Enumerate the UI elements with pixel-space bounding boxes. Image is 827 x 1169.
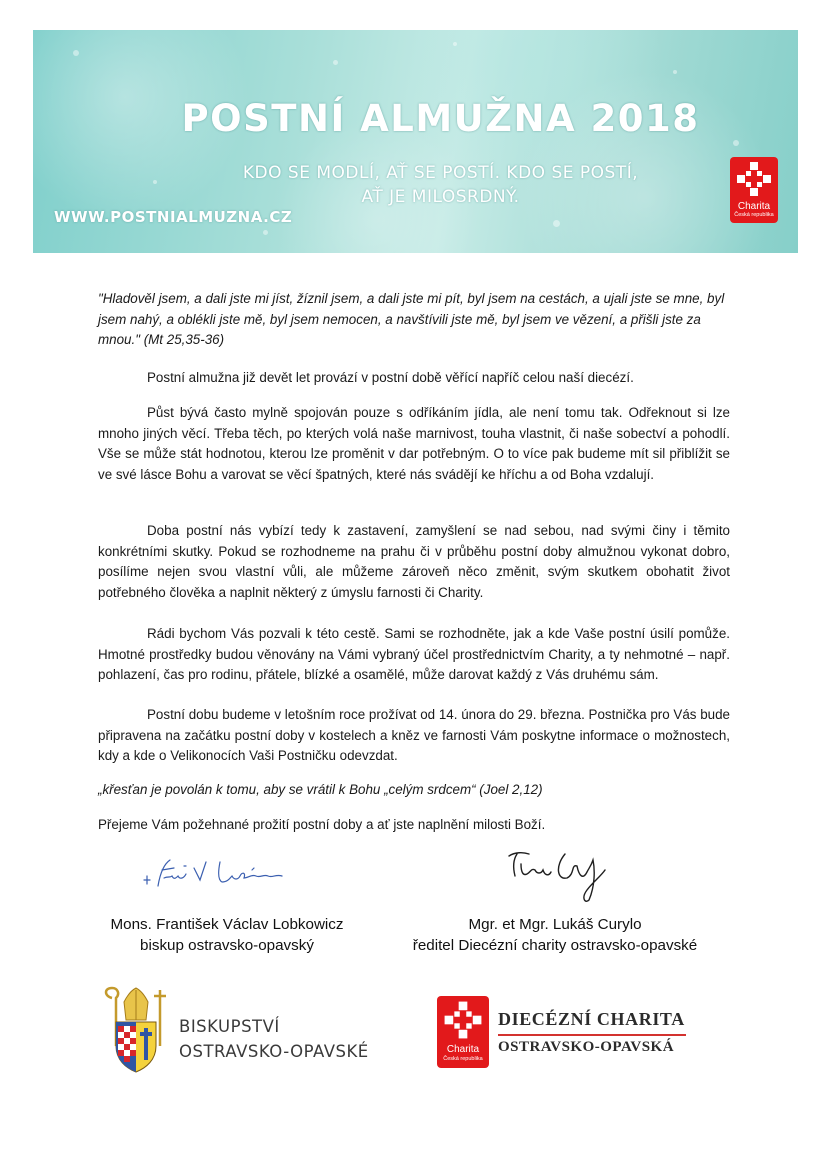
bishop-name: Mons. František Václav Lobkowicz [110,916,344,933]
closing-quote: „křesťan je povolán k tomu, aby se vrátil k Bohu „celým srdcem“ (Joel 2,12) [98,782,543,797]
bishop-signature-icon [140,852,300,894]
banner-subtitle-line-2: AŤ JE MILOSRDNÝ. [361,187,520,207]
banner-title: POSTNÍ ALMUŽNA 2018 [181,97,700,140]
paragraph-3: Doba postní nás vybízí tedy k zastavení, zamyšlení se nad sebou, nad svými činy i těmito konkrétními skutky. Pokud se rozhodneme na prahu či v průběhu postní doby almužnou vykonat dobro, posílíme nejen svou vlastní vůli, ale můžeme zároveň něco změnit, svým skutkem obohatit život potřebného člověka a naplnit některý z úmyslu farnosti či Charity. [98,523,730,600]
director-title: ředitel Diecézní charity ostravsko-opavské [412,937,698,954]
footer-charita-logo-sub: Česká republika [443,1056,483,1062]
charity-name-line-1: DIECÉZNÍ CHARITA [498,1009,685,1029]
banner-url: WWW.POSTNIALMUZNA.CZ [54,208,293,226]
signature-block-left [98,914,356,956]
diocese-name-line-2: OSTRAVSKO-OPAVSKÉ [179,1042,369,1061]
charity-name-line-2: OSTRAVSKO-OPAVSKÁ [498,1039,675,1055]
paragraph-1: Postní almužna již devět let provází v postní době věřící napříč celou naší diecézí. [147,370,634,385]
charity-name-divider [498,1034,686,1036]
banner-subtitle [33,161,798,209]
signature-block-right [390,914,720,956]
charita-logo-sub: Česká republika [734,212,774,218]
footer-charita-logo [437,996,489,1068]
bishop-title: biskup ostravsko-opavský [140,937,314,954]
paragraph-2: Půst bývá často mylně spojován pouze s odříkáním jídla, ale není tomu tak. Odřeknout si lze mnoho jiných věcí. Třeba těch, po kterých volá naše marnivost, touha vlastnit, či naše sobectví a pohodlí. Vše se může stát hodnotou, kterou lze proměnit v dar potřebným. O to více pak budeme mít sil přiblížit se ve své lásce Bohu a varovat se věcí špatných, které nás svádějí ke hříchu a od Boha vzdalují. [98,405,730,482]
charita-logo-name: Charita [737,201,771,212]
footer-charita-logo-name: Charita [446,1044,480,1055]
charita-logo [730,157,778,223]
director-name: Mgr. et Mgr. Lukáš Curylo [468,916,642,933]
banner-subtitle-line-1: KDO SE MODLÍ, AŤ SE POSTÍ. KDO SE POSTÍ, [242,163,639,183]
charita-cross-icon [730,157,778,201]
diocese-coat-of-arms-icon [98,986,174,1076]
director-signature-icon [505,846,615,906]
opening-quote: "Hladověl jsem, a dali jste mi jíst, žíznil jsem, a dali jste mi pít, byl jsem na cestách, a ujali jste se mne, byl jsem nahý, a oblékli jste mě, byl jsem nemocen, a navštívili jste mě, byl jsem ve vězení, a přišli jste za mnou." (Mt 25,35-36) [98,291,725,347]
diocese-name-line-1: BISKUPSTVÍ [179,1017,280,1036]
paragraph-4: Rádi bychom Vás pozvali k této cestě. Sami se rozhodněte, jak a kde Vaše postní úsilí pomůže. Hmotné prostředky budou věnovány na Vámi vybraný účel prostřednictvím Charity, a ty nehmotné – např. pohlazení, čas pro rodinu, přátele, blízké a osamělé, může darovat každý z Vás druhému sám. [98,626,730,682]
header-banner [33,30,798,253]
paragraph-5: Postní dobu budeme v letošním roce prožívat od 14. února do 29. března. Postnička pro Vás bude připravena na začátku postní doby v kostelech a kněz ve farnosti Vám poskytne informace o možnostech, kdy a kde o Velikonocích Vaši Postničku odevzdat. [98,707,730,763]
footer-charita-cross-icon [437,996,489,1044]
closing-wish: Přejeme Vám požehnané prožití postní doby a ať jste naplnění milosti Boží. [98,817,546,832]
